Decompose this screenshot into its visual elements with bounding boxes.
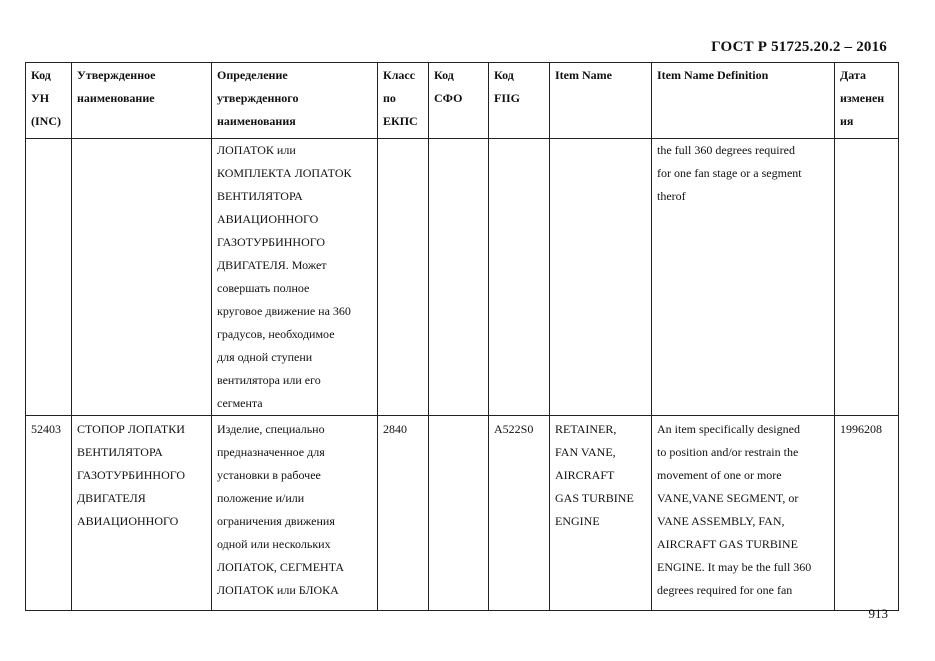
header-text-line: Код	[494, 68, 514, 82]
cell-text-line: VANE,VANE SEGMENT, or	[657, 491, 799, 505]
cell-text-line: круговое движение на 360	[217, 304, 351, 318]
table-row-entry	[26, 416, 899, 611]
header-definition-ru	[212, 63, 378, 139]
header-text-line: УН	[31, 91, 50, 105]
page-number: 913	[868, 606, 888, 621]
header-text-line: FIIG	[494, 91, 521, 105]
header-text-line: СФО	[434, 91, 463, 105]
header-item-name-definition	[652, 63, 835, 139]
cell-text-line: ВЕНТИЛЯТОРА	[77, 445, 163, 459]
cell-sfo	[429, 416, 489, 611]
cell-text-line: FAN VANE,	[555, 445, 616, 459]
header-text-line: Item Name Definition	[657, 68, 769, 82]
cell-text-line: to position and/or restrain the	[657, 445, 799, 459]
cell-text-line: сегмента	[217, 396, 263, 410]
cell-text-line: ГАЗОТУРБИННОГО	[77, 468, 186, 482]
cell-text-line: для одной ступени	[217, 350, 313, 364]
header-text-line: Дата	[840, 68, 866, 82]
cell-text-line: An item specifically designed	[657, 422, 800, 436]
cell-text-line: GAS TURBINE	[555, 491, 634, 505]
cell-definition-en	[652, 416, 835, 611]
cell-text-line: therof	[657, 189, 686, 203]
header-text-line: Item Name	[555, 68, 612, 82]
header-class	[378, 63, 429, 139]
cell-text-line: АВИАЦИОННОГО	[77, 514, 179, 528]
table-header-row	[26, 63, 899, 139]
cell-fiig	[489, 139, 550, 416]
cell-date	[835, 139, 899, 416]
cell-text-line: АВИАЦИОННОГО	[217, 212, 319, 226]
cell-approved-name	[72, 139, 212, 416]
cell-text-line: ВЕНТИЛЯТОРА	[217, 189, 303, 203]
cell-definition-ru	[212, 139, 378, 416]
header-approved-name	[72, 63, 212, 139]
cell-text-line: VANE ASSEMBLY, FAN,	[657, 514, 785, 528]
cell-class	[378, 139, 429, 416]
header-text-line: Код	[31, 68, 51, 82]
document-title: ГОСТ Р 51725.20.2 – 2016	[711, 39, 887, 55]
cell-text-line: ДВИГАТЕЛЯ	[77, 491, 146, 505]
cell-text-line: предназначенное для	[217, 445, 325, 459]
header-item-name	[550, 63, 652, 139]
header-text-line: Класс	[383, 68, 416, 82]
header-text-line: утвержденного	[217, 91, 299, 105]
cell-text-line: ENGINE. It may be the full 360	[657, 560, 812, 574]
cell-text-line: вентилятора или его	[217, 373, 321, 387]
header-text-line: по	[383, 91, 396, 105]
cell-text-line: одной или нескольких	[217, 537, 331, 551]
cell-text-line: RETAINER,	[555, 422, 617, 436]
cell-text-line: СТОПОР ЛОПАТКИ	[77, 422, 185, 436]
cell-text-line: КОМПЛЕКТА ЛОПАТОК	[217, 166, 352, 180]
classification-table	[25, 62, 899, 611]
cell-text-line: ГАЗОТУРБИННОГО	[217, 235, 326, 249]
header-text-line: Определение	[217, 68, 288, 82]
cell-text-line: установки в рабочее	[217, 468, 321, 482]
cell-inc: 52403	[26, 416, 72, 611]
header-date	[835, 63, 899, 139]
cell-text-line: ENGINE	[555, 514, 600, 528]
cell-fiig: A522S0	[489, 416, 550, 611]
header-text-line: ЕКПС	[383, 114, 418, 128]
cell-definition-ru	[212, 416, 378, 611]
cell-item-name	[550, 139, 652, 416]
cell-class: 2840	[378, 416, 429, 611]
cell-text-line: градусов, необходимое	[217, 327, 335, 341]
header-text-line: ия	[840, 114, 854, 128]
header-inc	[26, 63, 72, 139]
header-text-line: (INC)	[31, 114, 61, 128]
cell-definition-en	[652, 139, 835, 416]
cell-text-line: совершать полное	[217, 281, 310, 295]
cell-text-line: the full 360 degrees required	[657, 143, 795, 157]
cell-text-line: Изделие, специально	[217, 422, 325, 436]
cell-text-line: degrees required for one fan	[657, 583, 793, 597]
cell-text-line: for one fan stage or a segment	[657, 166, 802, 180]
cell-text-line: ЛОПАТОК или	[217, 143, 296, 157]
header-text-line: наименование	[77, 91, 155, 105]
cell-text-line: movement of one or more	[657, 468, 782, 482]
cell-date: 1996208	[835, 416, 899, 611]
cell-text-line: AIRCRAFT GAS TURBINE	[657, 537, 798, 551]
cell-text-line: AIRCRAFT	[555, 468, 615, 482]
cell-text-line: ограничения движения	[217, 514, 335, 528]
cell-text-line: ЛОПАТОК, СЕГМЕНТА	[217, 560, 345, 574]
header-text-line: Код	[434, 68, 454, 82]
cell-text-line: ЛОПАТОК или БЛОКА	[217, 583, 339, 597]
header-text-line: наименования	[217, 114, 296, 128]
cell-inc	[26, 139, 72, 416]
cell-item-name	[550, 416, 652, 611]
table-row-continuation	[26, 139, 899, 416]
header-text-line: Утвержденное	[77, 68, 156, 82]
header-text-line: изменен	[840, 91, 885, 105]
cell-approved-name	[72, 416, 212, 611]
cell-sfo	[429, 139, 489, 416]
cell-text-line: ДВИГАТЕЛЯ. Может	[217, 258, 327, 272]
header-sfo	[429, 63, 489, 139]
header-fiig	[489, 63, 550, 139]
cell-text-line: положение и/или	[217, 491, 305, 505]
